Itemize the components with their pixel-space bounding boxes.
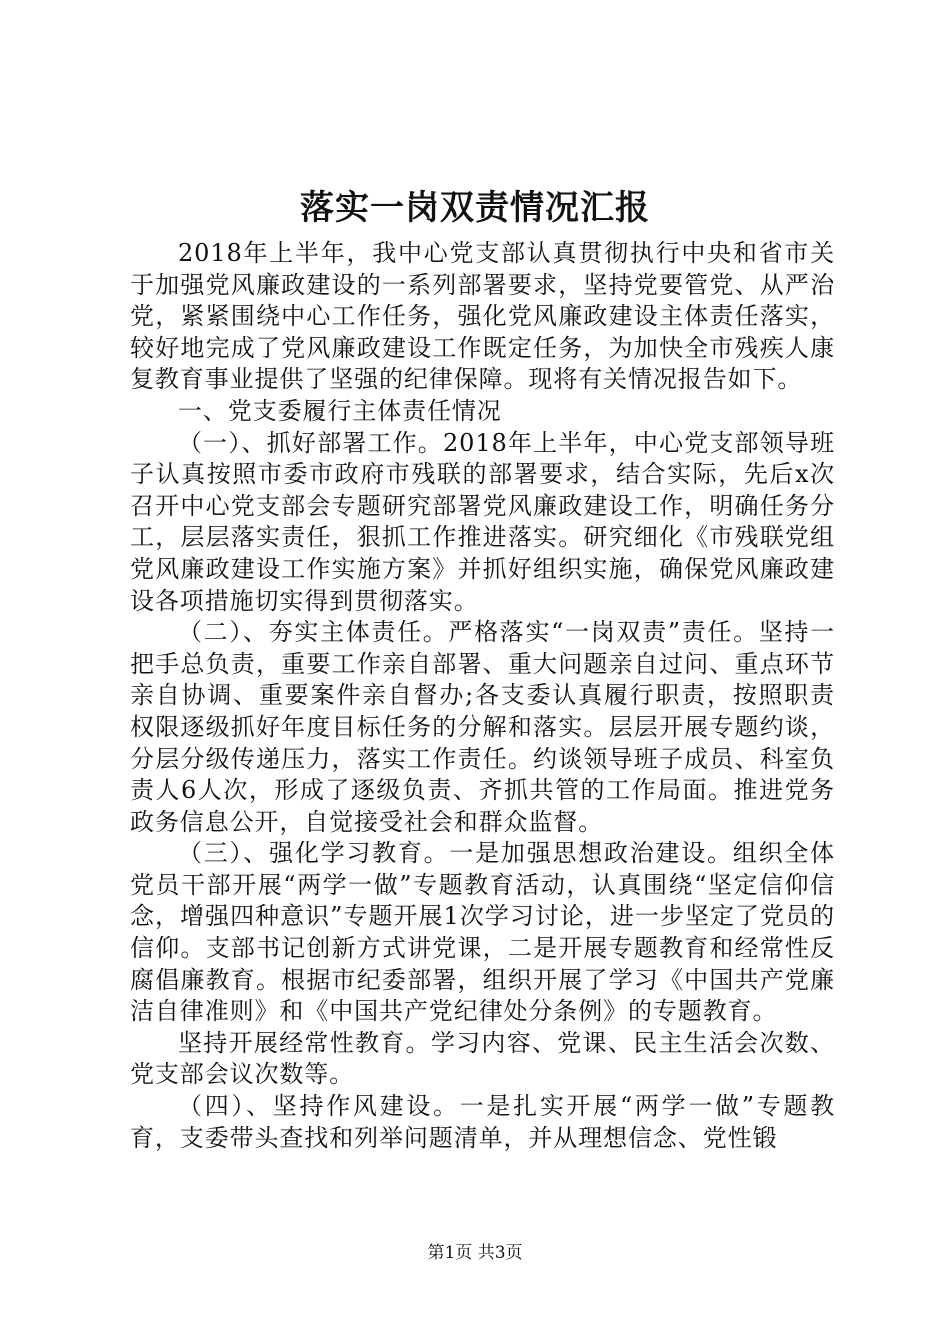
page-footer: 第1页 共3页 — [427, 1243, 523, 1263]
paragraph-regular-education: 坚持开展经常性教育。学习内容、党课、民主生活会次数、党支部会议次数等。 — [130, 1028, 835, 1089]
paragraph-work-style: （四）、坚持作风建设。一是扎实开展“两学一做”专题教育，支委带头查找和列举问题清单，并从理想信念、党性锻 — [130, 1092, 835, 1152]
paragraph-education: （三）、强化学习教育。一是加强思想政治建设。组织全体党员干部开展“两学一做”专题教育活动，认真围绕“坚定信仰信念，增强四种意识”专题开展1次学习讨论，进一步坚定了党员的信仰。支部书记创新方式讲党课，二是开展专题教育和经常性反腐倡廉教育。根据市纪委部署，组织开展了学习《中国共产党廉洁自律准则》和《中国共产党纪律处分条例》的专题教育。 — [130, 839, 835, 1026]
document-title: 落实一岗双责情况汇报 — [300, 188, 650, 228]
intro-paragraph: 2018年上半年，我中心党支部认真贯彻执行中央和省市关于加强党风廉政建设的一系列部署要求，坚持党要管党、从严治党，紧紧围绕中心工作任务，强化党风廉政建设主体责任落实，较好地完成了党风廉政建设工作既定任务，为加快全市残疾人康复教育事业提供了坚强的纪律保障。现将有关情况报告如下。 — [130, 239, 835, 394]
document-body — [130, 238, 835, 1154]
paragraph-deployment: （一）、抓好部署工作。2018年上半年，中心党支部领导班子认真按照市委市政府市残联的部署要求，结合实际，先后x次召开中心党支部会专题研究部署党风廉政建设工作，明确任务分工，层层落实责任，狠抓工作推进落实。研究细化《市残联党组党风廉政建设工作实施方案》并抓好组织实施，确保党风廉政建设各项措施切实得到贯彻落实。 — [130, 428, 835, 615]
section-heading: 一、党支委履行主体责任情况 — [178, 396, 502, 425]
paragraph-responsibility: （二）、夯实主体责任。严格落实“一岗双责”责任。坚持一把手总负责，重要工作亲自部署、重大问题亲自过问、重点环节亲自协调、重要案件亲自督办;各支委认真履行职责，按照职责权限逐级抓好年度目标任务的分解和落实。层层开展专题约谈，分层分级传递压力，落实工作责任。约谈领导班子成员、科室负责人6人次，形成了逐级负责、齐抓共管的工作局面。推进党务政务信息公开，自觉接受社会和群众监督。 — [130, 618, 835, 836]
